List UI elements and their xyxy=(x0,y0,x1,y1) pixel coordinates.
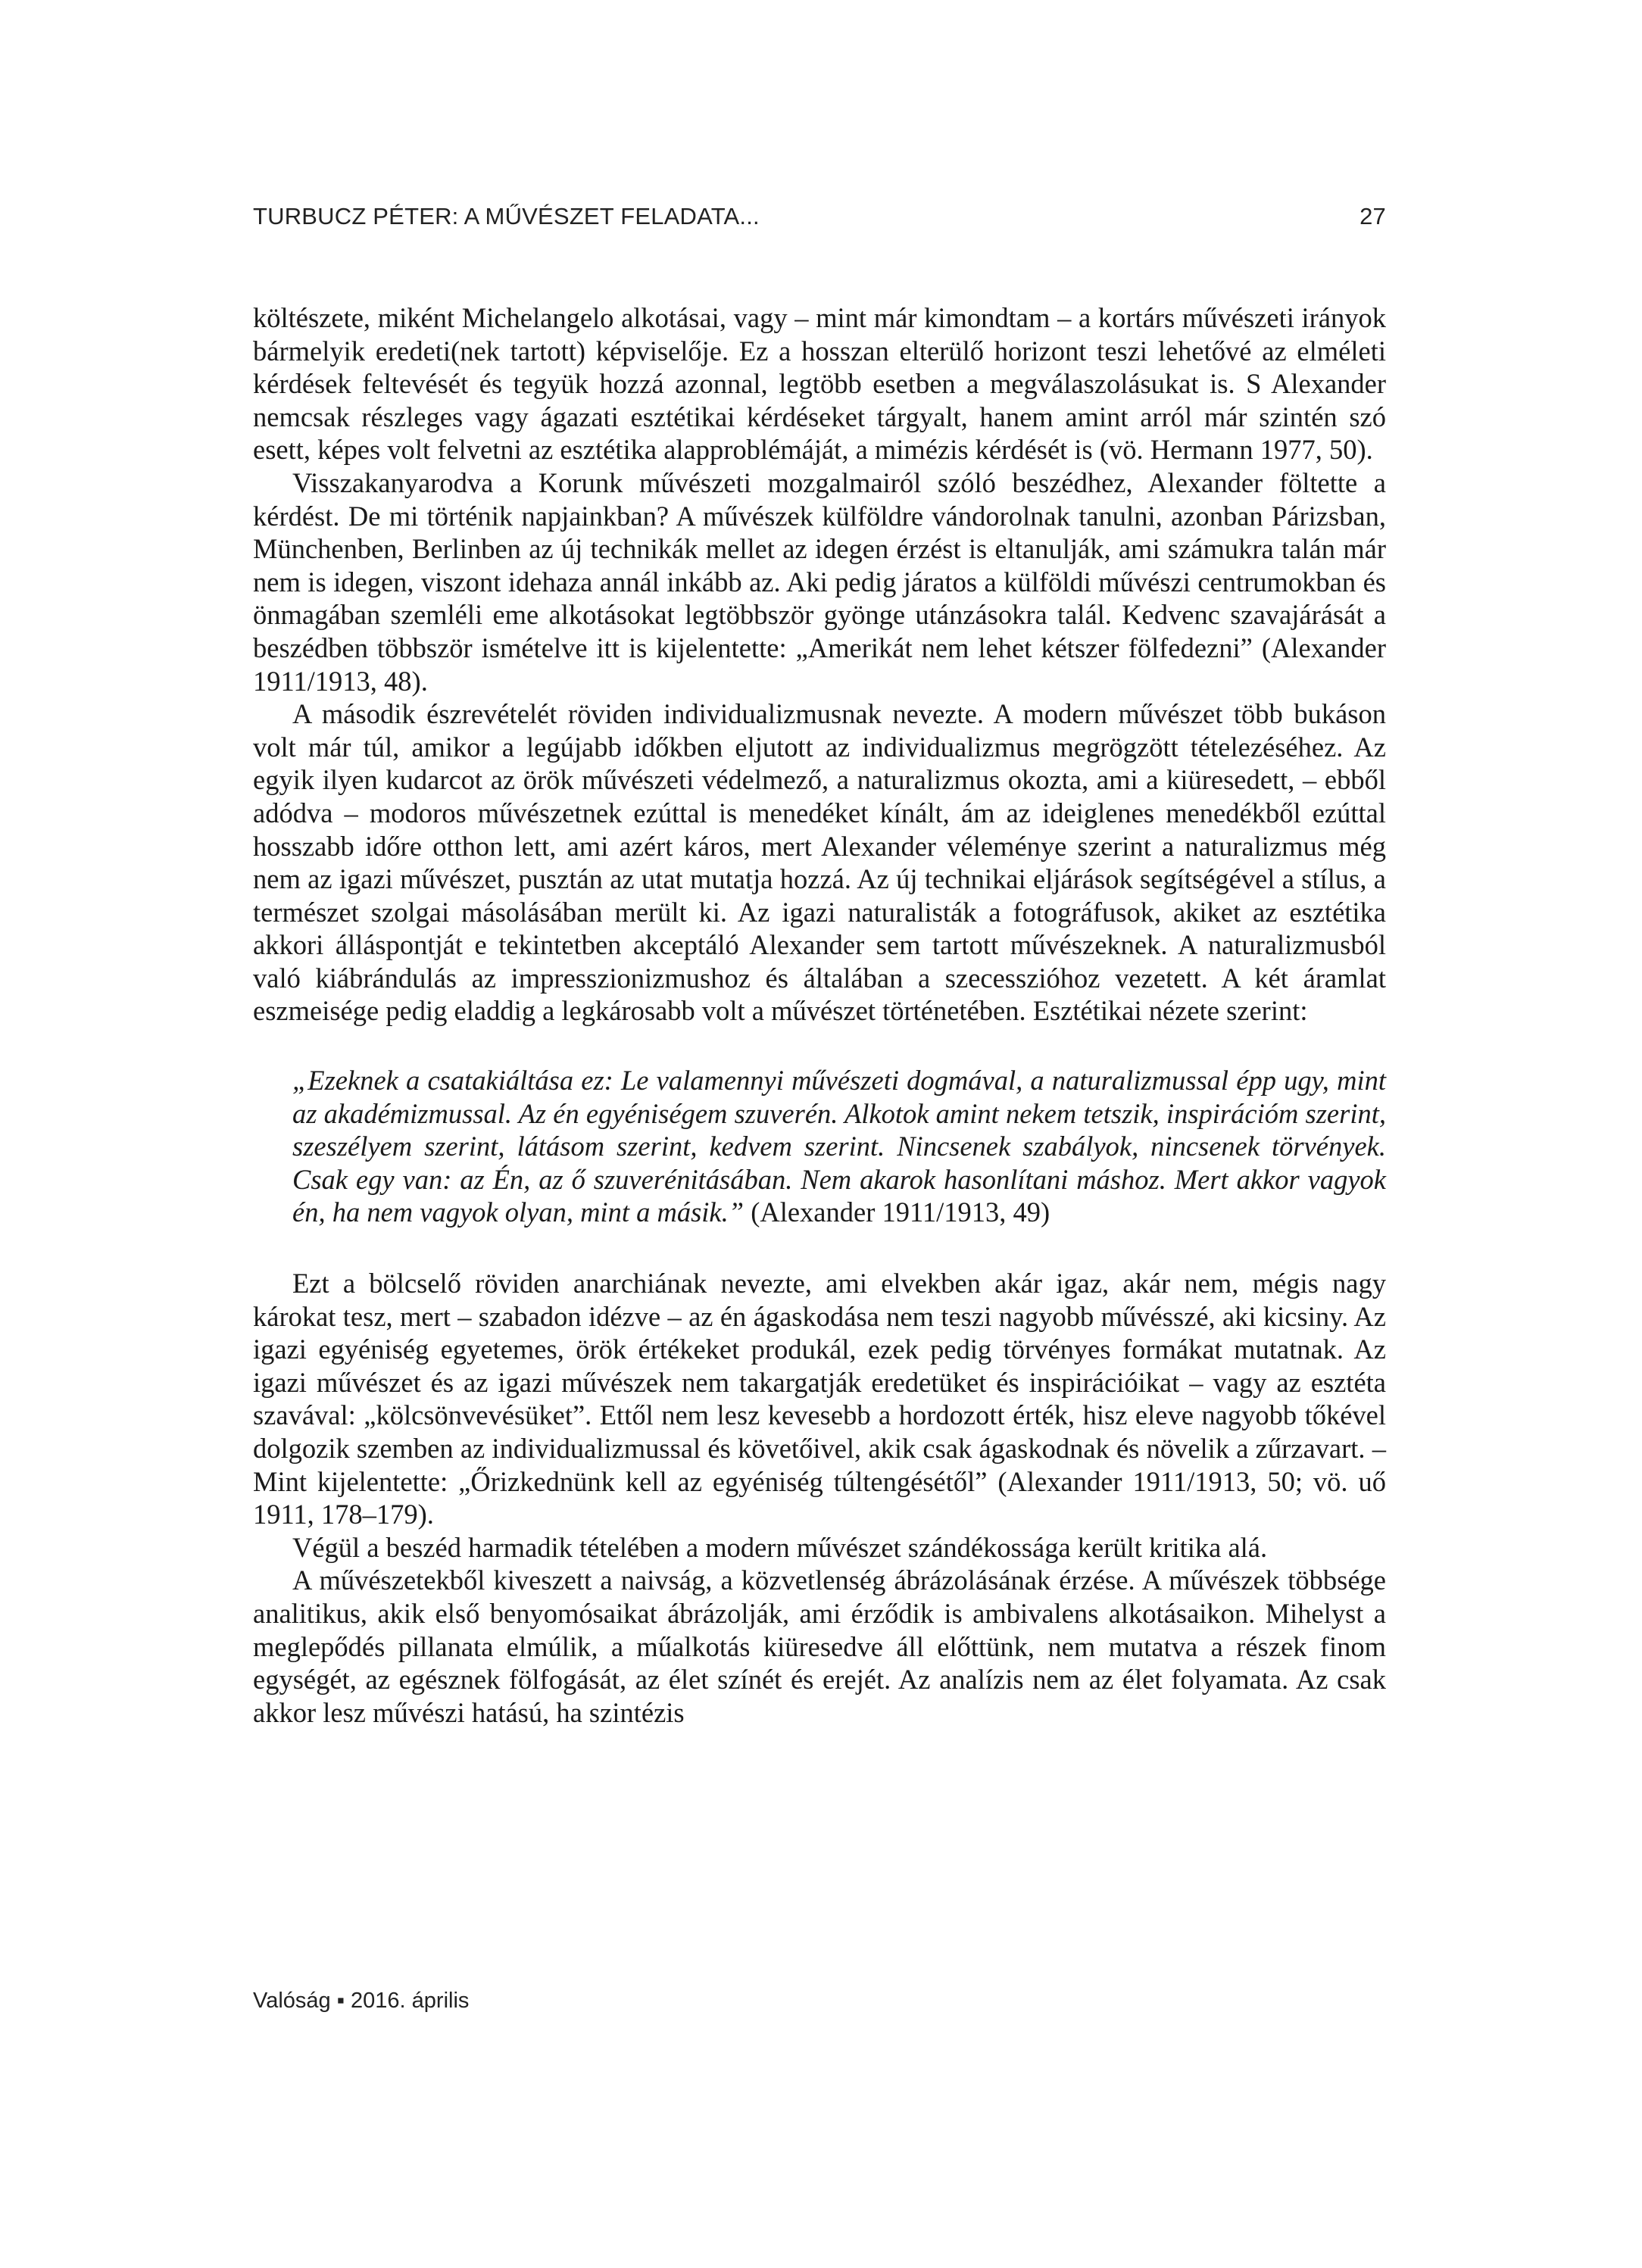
paragraph-3: A második észrevételét röviden individualizmusnak nevezte. A modern művészet több bukáson volt már túl, amikor a legújabb időkben eljutott az individualizmus megrögzött tételezéséhez. Az egyik ilyen kudarcot az örök művészeti védelmező, a naturalizmus okozta, ami a kiüresedett, – ebből adódva – modoros művészetnek ezúttal is menedéket kínált, ám az ideiglenes menedékből ezúttal hosszabb időre otthon lett, ami azért káros, mert Alexander véleménye szerint a naturalizmus még nem az igazi művészet, pusztán az utat mutatja hozzá. Az új technikai eljárások segítségével a stílus, a természet szolgai másolásában merült ki. Az igazi naturalisták a fotográfusok, akiket az esztétika akkori álláspontját e tekintetben akceptáló Alexander sem tartott művészeknek. A naturalizmusból való kiábrándulás az impresszionizmushoz és általában a szecesszióhoz vezetett. A két áramlat eszmeisége pedig eladdig a legkárosabb volt a művészet történetében. Esztétikai nézete szerint: xyxy=(253,698,1386,1027)
quote-text: „Ezeknek a csatakiáltása ez: Le valamennyi művészeti dogmával, a naturalizmussal épp ugy, mint az akadémizmussal. Az én egyéniségem szuverén. Alkotok amint nekem tetszik, inspirációm szerint, szeszélyem szerint, látásom szerint, kedvem szerint. Nincsenek szabályok, nincsenek törvények. Csak egy van: az Én, az ő szuverénitásában. Nem akarok hasonlítani máshoz. Mert akkor vagyok én, ha nem vagyok olyan, mint a másik.” xyxy=(292,1065,1386,1228)
paragraph-1: költészete, miként Michelangelo alkotásai, vagy – mint már kimondtam – a kortárs művészeti irányok bármelyik eredeti(nek tartott) képviselője. Ez a hosszan elterülő horizont teszi lehetővé az elméleti kérdések feltevését és tegyük hozzá azonnal, legtöbb esetben a megválaszolásukat is. S Alexander nemcsak részleges vagy ágazati esztétikai kérdéseket tárgyalt, hanem amint arról már szintén szó esett, képes volt felvetni az esztétika alapproblémáját, a mimézis kérdését is (vö. Hermann 1977, 50). xyxy=(253,302,1386,466)
page-number: 27 xyxy=(1359,203,1386,229)
running-header xyxy=(253,203,1386,230)
paragraph-6: A művészetekből kiveszett a naivság, a közvetlenség ábrázolásának érzése. A művészek többsége analitikus, akik első benyomósaikat ábrázolják, ami érződik is ambivalens alkotásaikon. Mihelyst a meglepődés pillanata elmúlik, a műalkotás kiüresedve áll előttünk, nem mutatva a részek finom egységét, az egésznek fölfogását, az élet színét és erejét. Az analízis nem az élet folyamata. Az csak akkor lesz művészi hatású, ha szintézis xyxy=(253,1565,1386,1728)
paragraph-5: Végül a beszéd harmadik tételében a modern művészet szándékossága került kritika alá. xyxy=(292,1531,1268,1563)
paragraph-2: Visszakanyarodva a Korunk művészeti mozgalmairól szóló beszédhez, Alexander föltette a kérdést. De mi történik napjainkban? A művészek külföldre vándorolnak tanulni, azonban Párizsban, Münchenben, Berlinben az új technikák mellet az idegen érzést is eltanulják, ami számukra talán már nem is idegen, viszont idehaza annál inkább az. Aki pedig járatos a külföldi művészi centrumokban és önmagában szemléli eme alkotásokat legtöbbször gyönge utánzásokra talál. Kedvenc szavajárását a beszédben többször ismételve itt is kijelentette: „Amerikát nem lehet kétszer fölfedezni” (Alexander 1911/1913, 48). xyxy=(253,466,1386,697)
article-body xyxy=(253,301,1386,1729)
paragraph-4: Ezt a bölcselő röviden anarchiának nevezte, ami elvekben akár igaz, akár nem, mégis nagy károkat tesz, mert – szabadon idézve – az én ágaskodása nem teszi nagyobb művésszé, aki kicsiny. Az igazi egyéniség egyetemes, örök értékeket produkál, ezek pedig törvényes formákat mutatnak. Az igazi művészet és az igazi művészek nem takargatják eredetüket és inspirációikat – vagy az esztéta szavával: „kölcsönvevésüket”. Ettől nem lesz kevesebb a hordozott érték, hisz eleve nagyobb tőkével dolgozik szemben az individualizmussal és követőivel, akik csak ágaskodnak és növelik a zűrzavart. – Mint kijelentette: „Őrizkednünk kell az egyéniség túltengésétől” (Alexander 1911/1913, 50; vö. uő 1911, 178–179). xyxy=(253,1268,1386,1530)
quote-citation: (Alexander 1911/1913, 49) xyxy=(751,1196,1050,1228)
running-footer: Valóság ▪ 2016. április xyxy=(253,1989,470,2013)
running-title: TURBUCZ PÉTER: A MŰVÉSZET FELADATA... xyxy=(253,203,760,229)
block-quote xyxy=(292,1064,1386,1229)
